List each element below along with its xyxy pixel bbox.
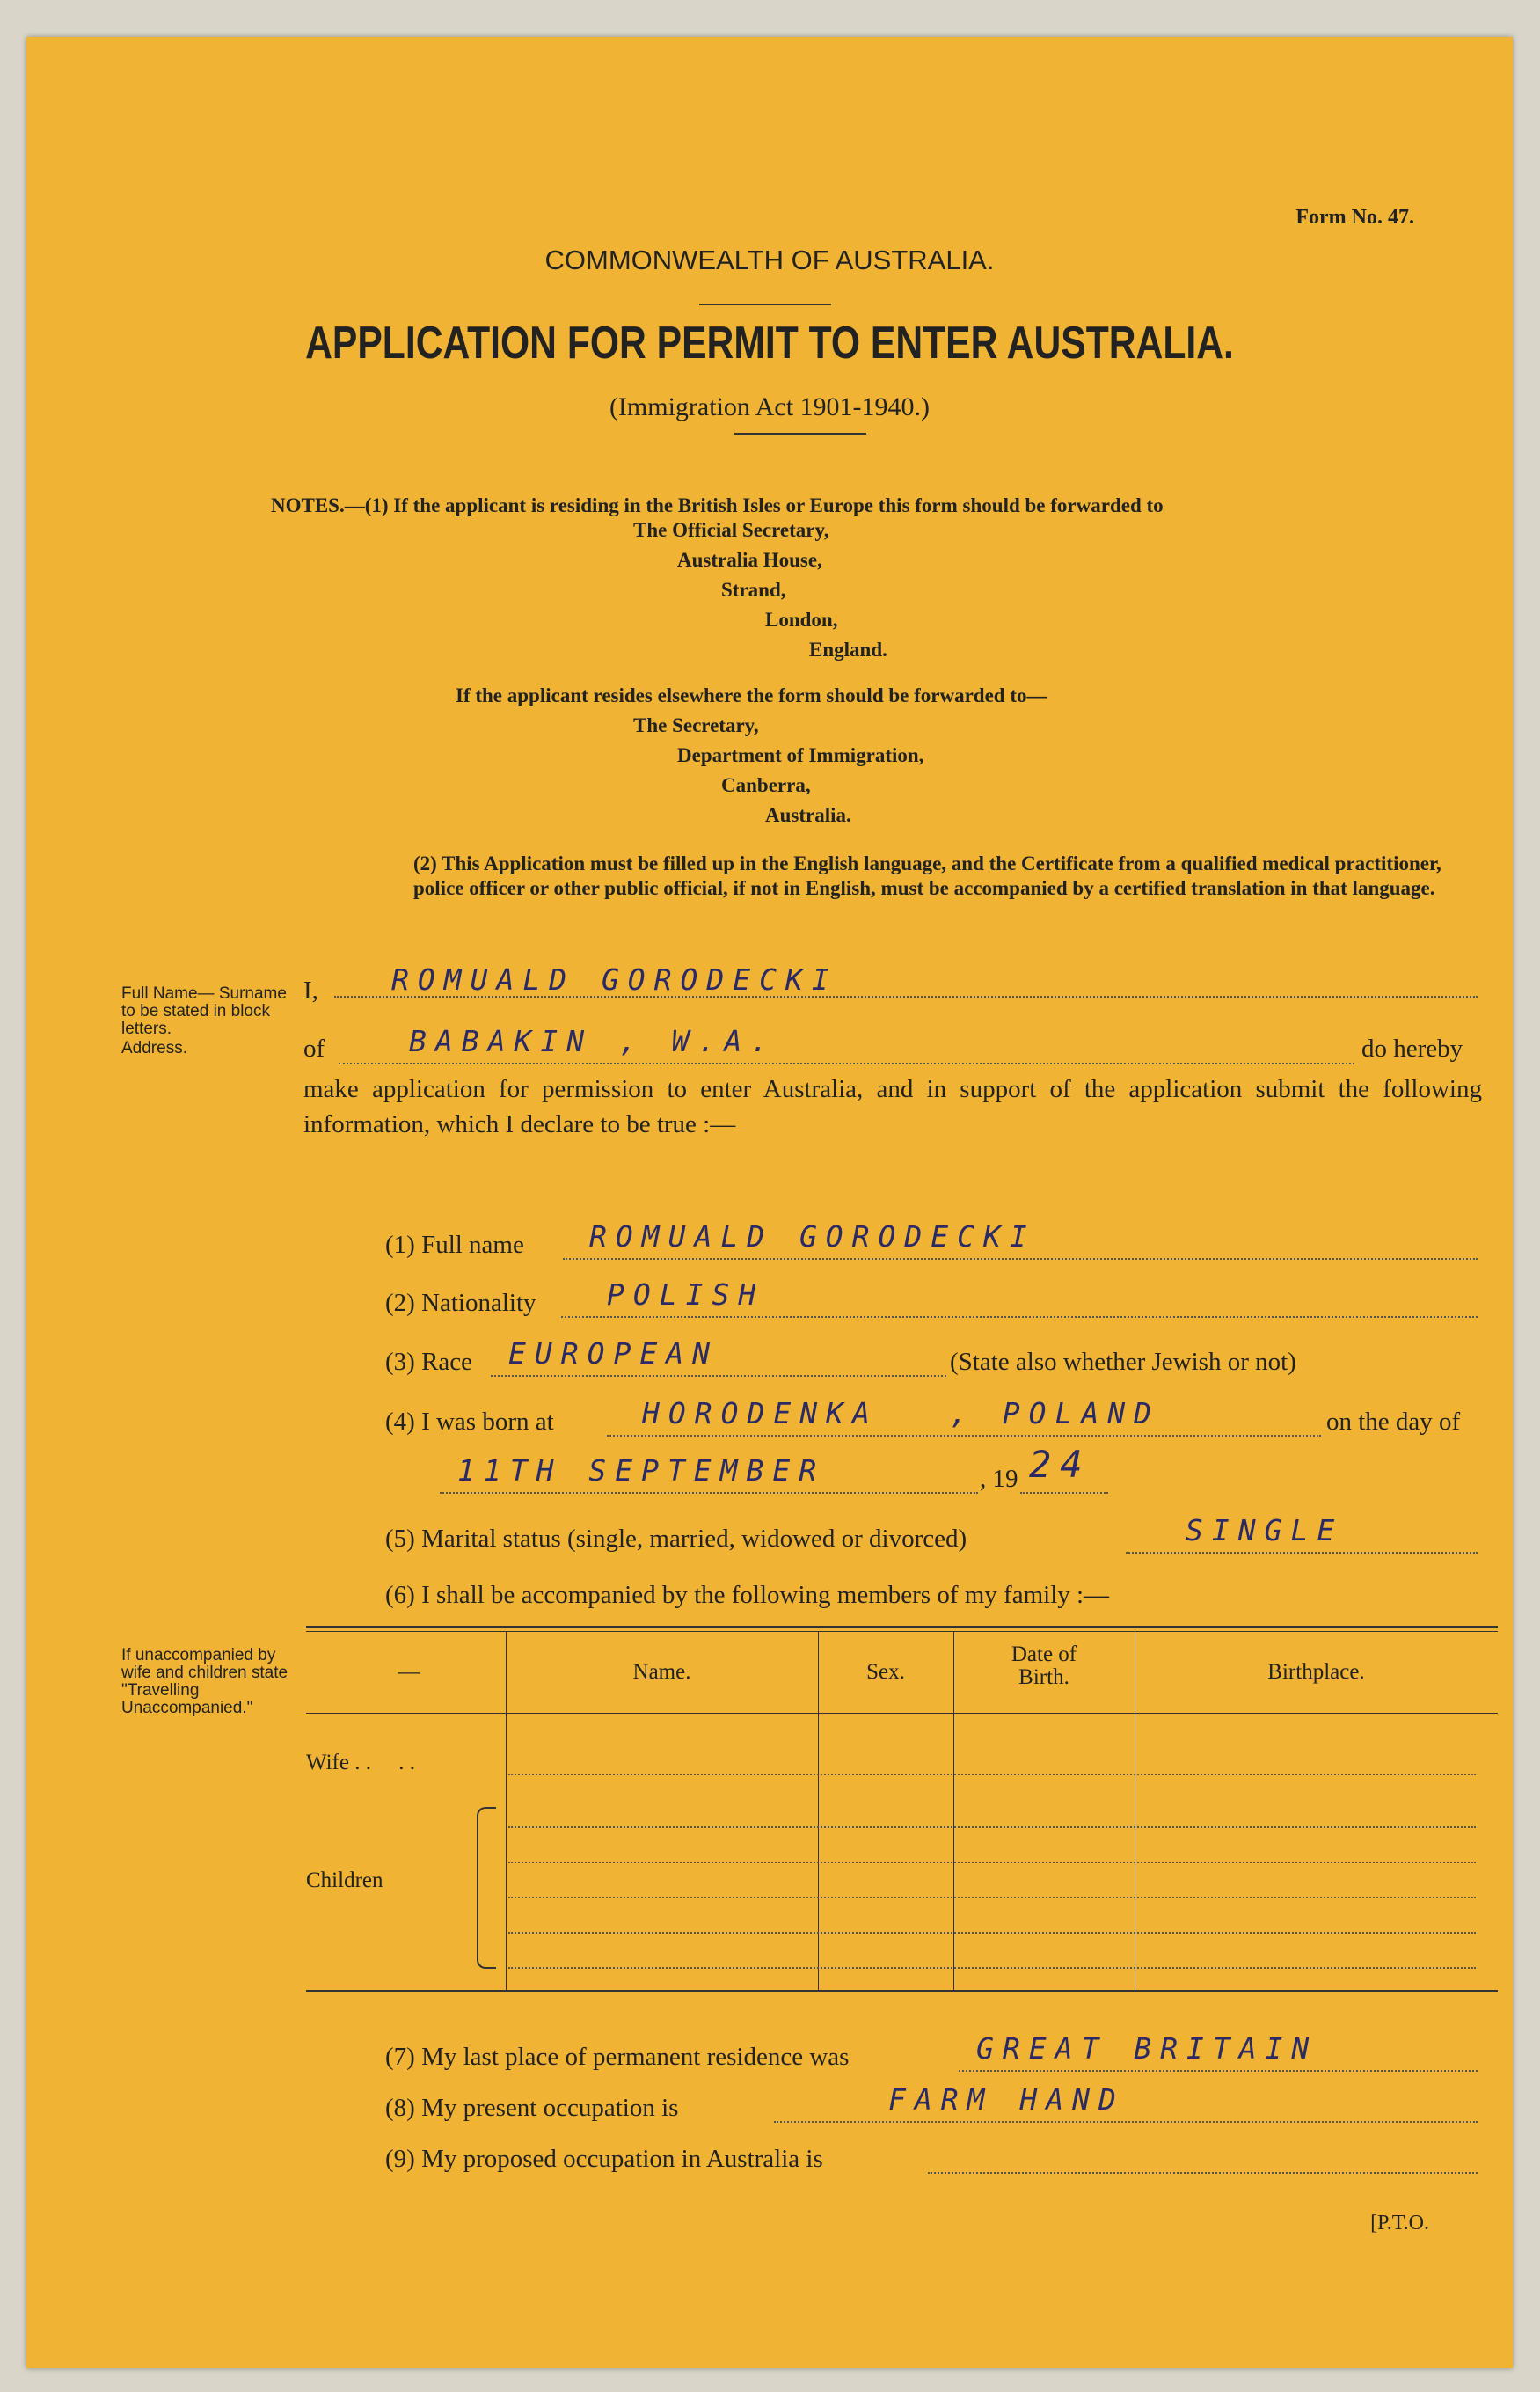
q4-on-day-label: on the day of bbox=[1326, 1408, 1461, 1436]
row-label-wife: Wife . . . . bbox=[306, 1751, 415, 1774]
q9-line bbox=[928, 2170, 1478, 2174]
q2-nationality-value[interactable]: POLISH bbox=[607, 1277, 765, 1312]
header-name: Name. bbox=[632, 1660, 691, 1684]
act-rule bbox=[734, 433, 866, 435]
q4-country-value[interactable]: , POLAND bbox=[950, 1396, 1160, 1430]
table-top-rule bbox=[306, 1626, 1498, 1628]
i-label: I, bbox=[303, 977, 318, 1005]
q3-label: (3) Race bbox=[385, 1348, 473, 1376]
children-brace bbox=[477, 1807, 496, 1969]
commonwealth-heading: COMMONWEALTH OF AUSTRALIA. bbox=[544, 245, 995, 275]
header-birthplace: Birthplace. bbox=[1267, 1660, 1365, 1684]
q4-year-prefix: , 19 bbox=[980, 1465, 1018, 1493]
wife-row-line bbox=[508, 1772, 1476, 1775]
pto-label: [P.T.O. bbox=[1370, 2212, 1429, 2235]
address-line-dots bbox=[339, 1061, 1354, 1064]
act-subtitle: (Immigration Act 1901-1940.) bbox=[609, 392, 931, 421]
q3-line bbox=[491, 1373, 946, 1377]
address-line: Australia. bbox=[765, 804, 851, 826]
children-row-line bbox=[508, 1825, 1476, 1828]
margin-note-address: Address. bbox=[121, 1039, 187, 1057]
q1-label: (1) Full name bbox=[385, 1231, 524, 1259]
q3-note: (State also whether Jewish or not) bbox=[950, 1348, 1296, 1376]
q5-line bbox=[1126, 1550, 1478, 1554]
form-number: Form No. 47. bbox=[1295, 206, 1414, 229]
q7-residence-value[interactable]: GREAT BRITAIN bbox=[976, 2031, 1318, 2066]
q8-line bbox=[774, 2119, 1478, 2123]
q1-full-name-value[interactable]: ROMUALD GORODECKI bbox=[589, 1219, 1036, 1254]
row-label-children: Children bbox=[306, 1869, 383, 1892]
applicant-address-value[interactable]: BABAKIN , W.A. bbox=[409, 1024, 777, 1058]
header-sex: Sex. bbox=[866, 1660, 905, 1684]
form-title: APPLICATION FOR PERMIT TO ENTER AUSTRALIA. bbox=[305, 318, 1234, 369]
q9-label: (9) My proposed occupation in Australia is bbox=[385, 2145, 823, 2173]
q4-label: (4) I was born at bbox=[385, 1408, 554, 1436]
address-line: Department of Immigration, bbox=[677, 744, 924, 766]
table-bottom-rule bbox=[306, 1990, 1498, 1992]
margin-note-unaccompanied: If unaccompanied by wife and children state "Travelling Unaccompanied." bbox=[121, 1646, 288, 1717]
q8-label: (8) My present occupation is bbox=[385, 2094, 679, 2122]
address-line: Strand, bbox=[721, 579, 786, 601]
q4-birthplace-value[interactable]: HORODENKA bbox=[642, 1396, 879, 1430]
q5-marital-status-value[interactable]: SINGLE bbox=[1186, 1513, 1344, 1547]
note-1-else: If the applicant resides elsewhere the form should be forwarded to— bbox=[456, 684, 1047, 706]
q3-race-value[interactable]: EUROPEAN bbox=[508, 1336, 719, 1371]
children-row-line bbox=[508, 1965, 1476, 1969]
q5-label: (5) Marital status (single, married, widowed or divorced) bbox=[385, 1525, 967, 1553]
table-top-rule-2 bbox=[306, 1631, 1498, 1632]
q7-label: (7) My last place of permanent residence was bbox=[385, 2043, 850, 2071]
of-label: of bbox=[303, 1035, 325, 1063]
table-header-rule bbox=[306, 1713, 1498, 1714]
address-line: England. bbox=[809, 639, 887, 661]
q4-year-line bbox=[1020, 1490, 1108, 1494]
q4-date-line bbox=[440, 1490, 978, 1494]
children-row-line bbox=[508, 1860, 1476, 1863]
applicant-name-value[interactable]: ROMUALD GORODECKI bbox=[391, 962, 838, 997]
form-sheet bbox=[26, 37, 1513, 2368]
children-row-line bbox=[508, 1895, 1476, 1898]
q7-line bbox=[959, 2068, 1478, 2072]
margin-note-full-name: Full Name— Surname to be stated in block letters. bbox=[121, 984, 287, 1038]
q1-line bbox=[563, 1256, 1478, 1260]
col-divider bbox=[818, 1631, 819, 1990]
address-line: The Secretary, bbox=[633, 714, 759, 736]
header-corner: — bbox=[398, 1660, 420, 1684]
q2-label: (2) Nationality bbox=[385, 1289, 536, 1317]
do-hereby-label: do hereby bbox=[1361, 1035, 1463, 1063]
q6-label: (6) I shall be accompanied by the following members of my family :— bbox=[385, 1581, 1110, 1609]
header-date-of-birth: Date of Birth. bbox=[1011, 1642, 1077, 1689]
address-line: Australia House, bbox=[677, 549, 822, 571]
q2-line bbox=[561, 1314, 1478, 1318]
children-row-line bbox=[508, 1930, 1476, 1934]
address-line: London, bbox=[765, 609, 838, 631]
declaration-statement: make application for permission to enter Australia, and in support of the application submit the following information, which I declare to be true :— bbox=[303, 1075, 1482, 1138]
heading-rule bbox=[699, 304, 831, 305]
address-line: The Official Secretary, bbox=[633, 519, 829, 541]
q8-occupation-value[interactable]: FARM HAND bbox=[888, 2082, 1125, 2117]
address-line: Canberra, bbox=[721, 774, 811, 796]
q4-birth-date-value[interactable]: 11TH SEPTEMBER bbox=[457, 1453, 826, 1488]
note-2: (2) This Application must be filled up in the English language, and the Certificate from a qualified medical practitioner, police officer or other public official, if not in English, must be accompanied by a certified translation in that language. bbox=[413, 852, 1441, 899]
q4-line bbox=[607, 1433, 1321, 1437]
q4-birth-year-value[interactable]: 24 bbox=[1029, 1443, 1091, 1486]
col-divider bbox=[506, 1631, 507, 1990]
note-1-intro: NOTES.—(1) If the applicant is residing in the British Isles or Europe this form should be forwarded to bbox=[271, 494, 1164, 516]
